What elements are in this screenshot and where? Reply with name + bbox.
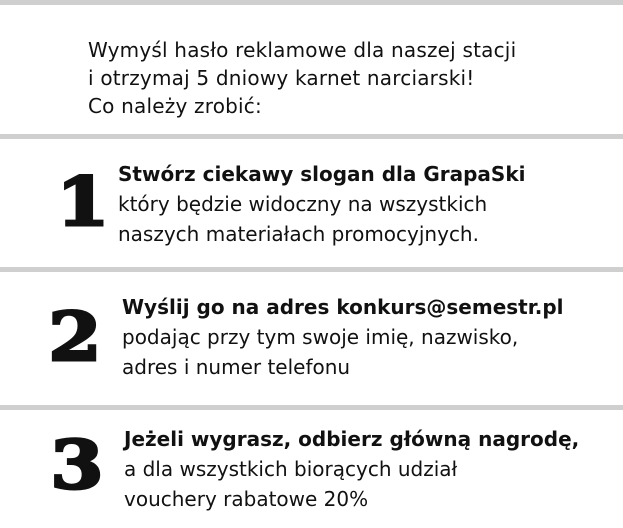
step-3-line-2: vouchery rabatowe 20% bbox=[124, 487, 369, 511]
step-3-number: 3 bbox=[50, 426, 104, 504]
step-1-title: Stwórz ciekawy slogan dla GrapaSki bbox=[118, 162, 526, 186]
intro-line-1: Wymyśl hasło reklamowe dla naszej stacji bbox=[88, 38, 517, 62]
step-2-line-2: adres i numer telefonu bbox=[122, 355, 351, 379]
step-3-title: Jeżeli wygrasz, odbierz główną nagrodę, bbox=[124, 427, 580, 451]
intro-line-2: i otrzymaj 5 dniowy karnet narciarski! bbox=[88, 66, 475, 90]
step-1-line-1: który będzie widoczny na wszystkich bbox=[118, 192, 488, 216]
intro-line-3: Co należy zrobić: bbox=[88, 94, 262, 118]
step-2-number: 2 bbox=[48, 298, 102, 376]
divider-top bbox=[0, 0, 623, 5]
step-2-title: Wyślij go na adres konkurs@semestr.pl bbox=[122, 295, 564, 319]
step-1-line-2: naszych materiałach promocyjnych. bbox=[118, 222, 479, 246]
step-1 bbox=[0, 139, 623, 267]
step-3 bbox=[0, 410, 623, 528]
step-3-line-1: a dla wszystkich biorących udział bbox=[124, 457, 458, 481]
intro-text bbox=[88, 36, 608, 120]
step-1-number: 1 bbox=[56, 163, 110, 241]
step-2-line-1: podając przy tym swoje imię, nazwisko, bbox=[122, 325, 519, 349]
step-2 bbox=[0, 272, 623, 405]
